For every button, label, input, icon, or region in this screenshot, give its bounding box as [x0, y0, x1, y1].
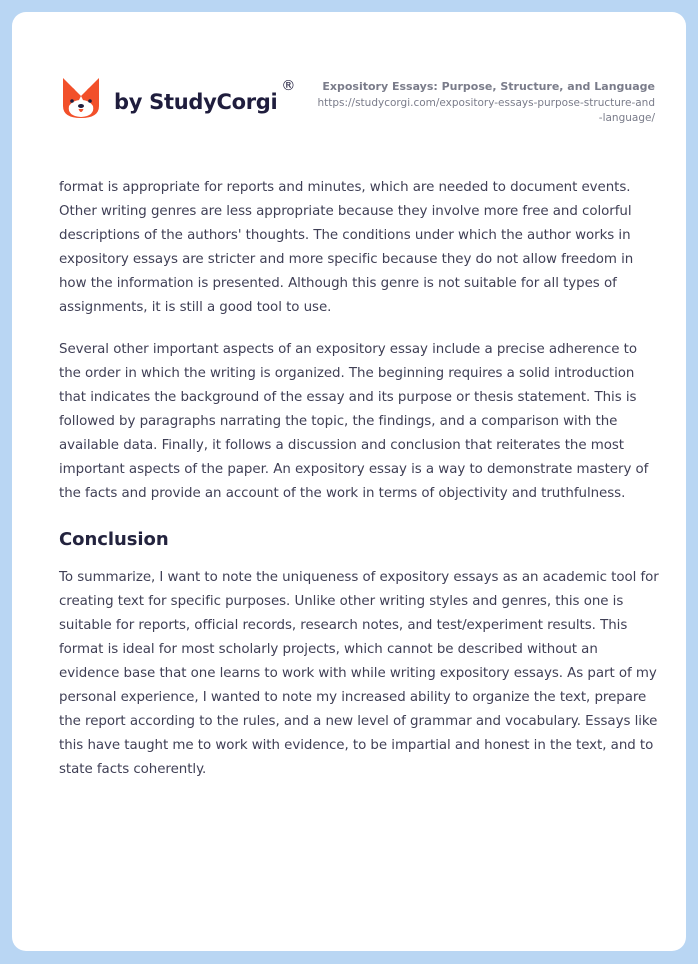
document-page: [12, 12, 686, 951]
registered-mark: ®: [281, 78, 296, 94]
body-paragraph: format is appropriate for reports and minutes, which are needed to document events. Other writing genres are less appropriate because they involve more free and colorful descriptions of the authors' thoughts. The conditions under which the author works in expository essays are stricter and more specific because they do not allow freedom in how the information is presented. Although this genre is not suitable for all types of assignments, it is still a good tool to use.: [59, 180, 634, 315]
conclusion-paragraph: To summarize, I want to note the uniqueness of expository essays as an academic tool for creating text for specific purposes. Unlike other writing styles and genres, this one is suitable for reports, official records, research notes, and test/experiment results. This format is ideal for most scholarly projects, which cannot be described without an evidence base that one learns to work with while writing expository essays. As part of my personal experience, I wanted to note my increased ability to organize the text, prepare the report according to the rules, and a new level of grammar and vocabulary. Essays like this have taught me to work with evidence, to be impartial and honest in the text, and to state facts coherently.: [59, 570, 659, 777]
document-meta: [295, 80, 655, 126]
essay-body: [59, 176, 659, 800]
body-paragraph: Several other important aspects of an expository essay include a precise adherence to the order in which the writing is organized. The beginning requires a solid introduction that indicates the background of the essay and its purpose or thesis statement. This is followed by paragraphs narrating the topic, the findings, and a comparison with the available data. Finally, it follows a discussion and conclusion that reiterates the most important aspects of the paper. An expository essay is a way to demonstrate mastery of the facts and provide an account of the work in terms of objectivity and truthfulness.: [59, 342, 649, 501]
document-title: Expository Essays: Purpose, Structure, and Language: [322, 80, 655, 93]
page-header: [12, 12, 686, 152]
corgi-logo-icon: [61, 76, 101, 120]
conclusion-heading: Conclusion: [59, 529, 169, 550]
brand-name: by StudyCorgi: [114, 90, 278, 114]
studycorgi-logo[interactable]: [61, 76, 295, 120]
document-url[interactable]: https://studycorgi.com/expository-essays-purpose-structure-and-language/: [317, 97, 655, 124]
